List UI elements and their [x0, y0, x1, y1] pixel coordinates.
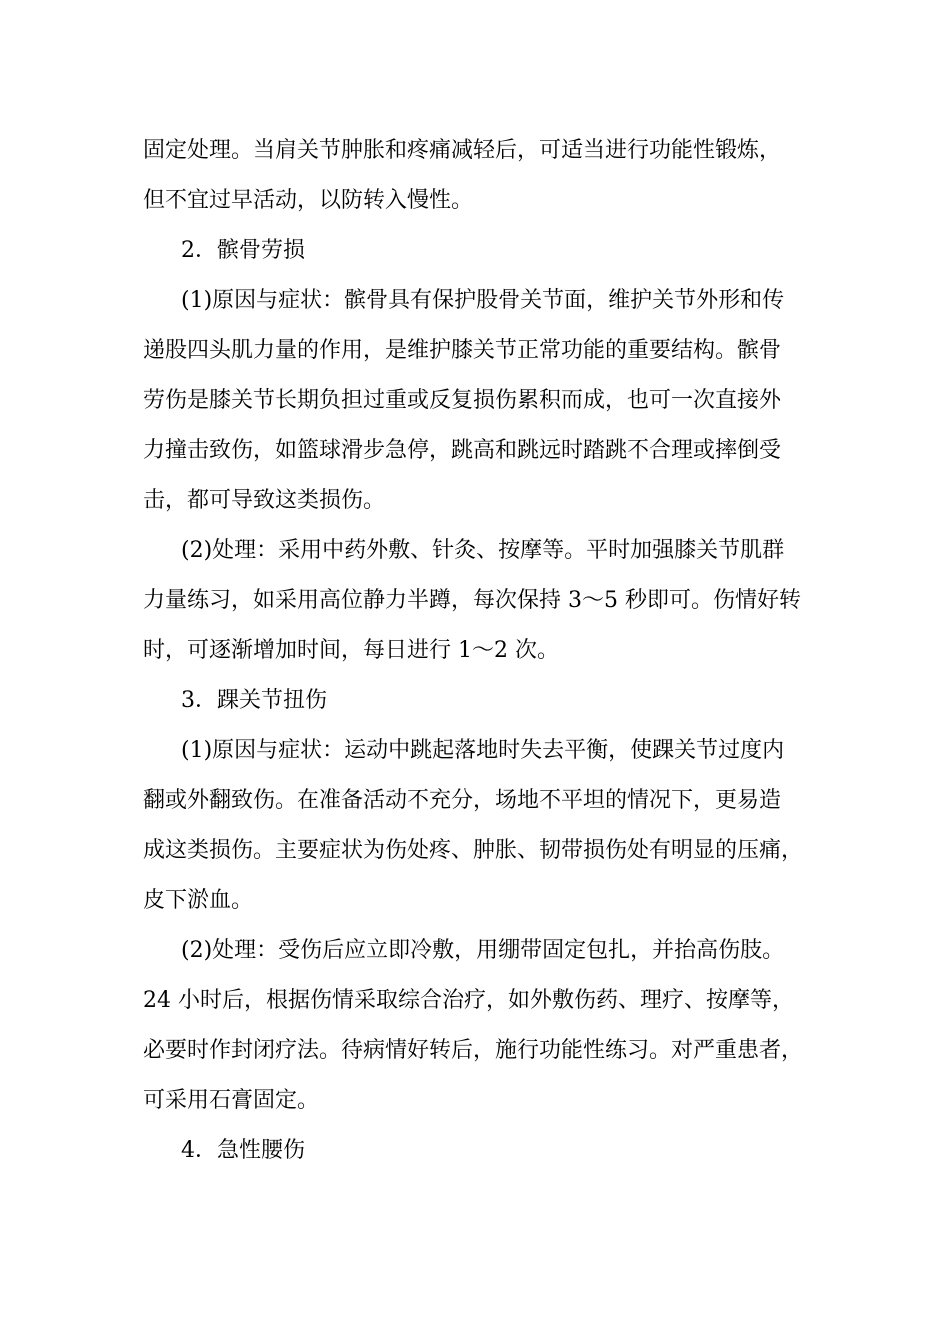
text-line: 力量练习，如采用高位静力半蹲，每次保持 3～5 秒即可。伤情好转 — [143, 588, 801, 613]
text-line: 可采用石膏固定。 — [143, 1088, 320, 1113]
text-line: (2)处理：采用中药外敷、针灸、按摩等。平时加强膝关节肌群 — [181, 538, 785, 563]
text-line: 劳伤是膝关节长期负担过重或反复损伤累积而成，也可一次直接外 — [143, 388, 782, 413]
text-line: 力撞击致伤，如篮球滑步急停，跳高和跳远时踏跳不合理或摔倒受 — [143, 438, 782, 463]
text-line: 固定处理。当肩关节肿胀和疼痛减轻后，可适当进行功能性锻炼， — [143, 138, 782, 163]
section-heading: 3．踝关节扭伤 — [181, 688, 327, 713]
section-heading: 4．急性腰伤 — [181, 1138, 305, 1163]
text-line: 但不宜过早活动，以防转入慢性。 — [143, 188, 474, 213]
text-line: 皮下淤血。 — [143, 888, 254, 913]
text-line: 必要时作封闭疗法。待病情好转后，施行功能性练习。对严重患者， — [143, 1038, 804, 1063]
text-line: (1)原因与症状：髌骨具有保护股骨关节面，维护关节外形和传 — [181, 288, 785, 313]
text-line: 击，都可导致这类损伤。 — [143, 488, 386, 513]
text-line: 翻或外翻致伤。在准备活动不充分，场地不平坦的情况下，更易造 — [143, 788, 782, 813]
text-line: 时，可逐渐增加时间，每日进行 1～2 次。 — [143, 638, 559, 663]
text-line: 递股四头肌力量的作用，是维护膝关节正常功能的重要结构。髌骨 — [143, 338, 782, 363]
section-heading: 2．髌骨劳损 — [181, 238, 305, 263]
text-line: (1)原因与症状：运动中跳起落地时失去平衡，使踝关节过度内 — [181, 738, 785, 763]
text-line: 24 小时后，根据伤情采取综合治疗，如外敷伤药、理疗、按摩等， — [143, 988, 794, 1013]
text-line: 成这类损伤。主要症状为伤处疼、肿胀、韧带损伤处有明显的压痛， — [143, 838, 804, 863]
text-line: (2)处理：受伤后应立即冷敷，用绷带固定包扎，并抬高伤肢。 — [181, 938, 785, 963]
